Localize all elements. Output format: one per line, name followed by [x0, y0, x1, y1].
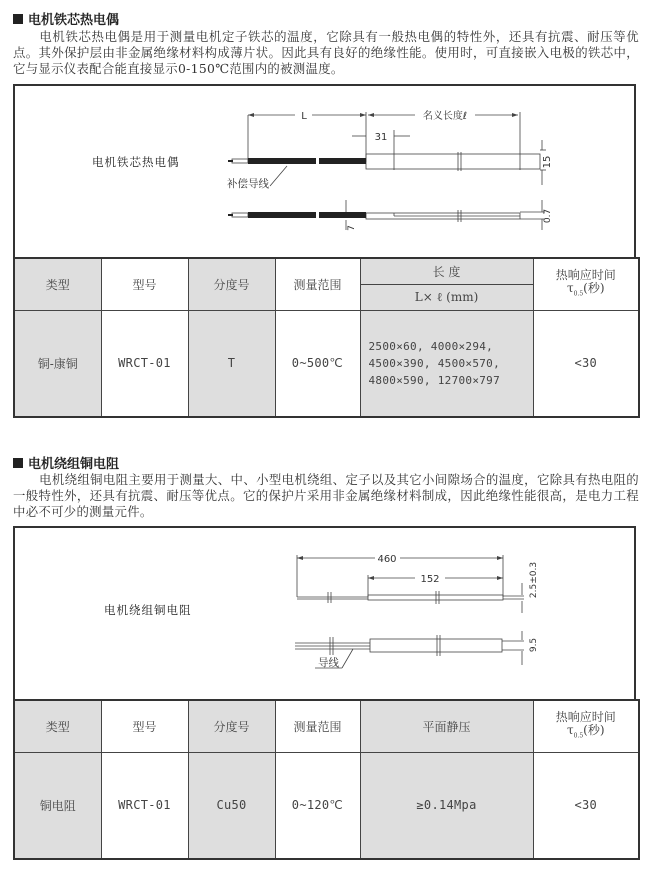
cell-lengths: [360, 310, 533, 417]
dim-nominal-length-label: 名义长度ℓ: [422, 111, 468, 122]
dim-2-5-label: 2.5±0.3: [529, 561, 539, 599]
section2-title: [13, 453, 119, 472]
cell-range: 0~500℃: [275, 310, 360, 417]
section2-spec-table: [13, 699, 640, 860]
section1-paragraph: [13, 29, 639, 77]
header-static-pressure: 平面静压: [360, 700, 533, 752]
section1-diagram-label: 电机铁芯热电偶: [92, 155, 180, 169]
dim-9-5-label: 9.5: [529, 637, 539, 653]
compensation-wire-label: 补偿导线: [227, 178, 269, 190]
header-response-time: [533, 700, 639, 752]
length-line: 4800×590, 12700×797: [368, 373, 501, 387]
cell-model: WRCT-01: [101, 752, 188, 859]
section1-title-text: 电机铁芯热电偶: [28, 13, 120, 28]
section2-paragraph: [13, 472, 639, 520]
cell-graduation: T: [188, 310, 275, 417]
table-row: [14, 310, 639, 417]
header-range: 测量范围: [275, 258, 360, 310]
header-response-time: [533, 258, 639, 310]
tau-subscript: 0.5: [573, 289, 584, 297]
dim-7-label: 7: [347, 225, 357, 231]
header-type: 类型: [14, 258, 101, 310]
section2-title-text: 电机绕组铜电阻: [28, 457, 120, 472]
section1-spec-table: [13, 257, 640, 418]
square-bullet-icon: [13, 14, 23, 24]
dim-460-label: 460: [377, 554, 397, 565]
header-model: 型号: [101, 258, 188, 310]
header-length: 长 度: [360, 258, 533, 284]
cell-model: WRCT-01: [101, 310, 188, 417]
header-model: 型号: [101, 700, 188, 752]
dim-L-label: L: [301, 111, 307, 122]
cell-range: 0~120℃: [275, 752, 360, 859]
section2-paragraph-text: 电机绕组铜电阻主要用于测量大、中、小型电机绕组、定子以及其它小间隙场合的温度，它除具有热电阻的一般特性外，还具有抗震、耐压等优点。它的保护片采用非金属绝缘材料制成，因此绝缘性能很高，是电力工程中必不可少的测量元件。: [13, 472, 639, 519]
tau-unit: (秒): [583, 722, 605, 737]
section1-title: [13, 9, 119, 28]
header-length-unit: L× ℓ (mm): [360, 284, 533, 310]
cell-type: 铜电阻: [14, 752, 101, 859]
cell-response: <30: [533, 752, 639, 859]
header-type: 类型: [14, 700, 101, 752]
length-line: 4500×390, 4500×570,: [368, 356, 501, 370]
tau-symbol: τ: [566, 722, 574, 737]
square-bullet-icon: [13, 458, 23, 468]
dim-152-label: 152: [420, 574, 440, 585]
cell-pressure: ≥0.14Mpa: [360, 752, 533, 859]
header-graduation: 分度号: [188, 258, 275, 310]
cell-graduation: Cu50: [188, 752, 275, 859]
section2-diagram-label: 电机绕组铜电阻: [104, 603, 192, 617]
tau-unit: (秒): [583, 280, 605, 295]
tau-symbol: τ: [566, 280, 574, 295]
header-range: 测量范围: [275, 700, 360, 752]
header-graduation: 分度号: [188, 700, 275, 752]
dim-31-label: 31: [374, 132, 388, 143]
lead-wire-label: 导线: [318, 657, 339, 669]
dim-15-label: 15: [542, 155, 553, 169]
response-time-label: 热响应时间: [555, 267, 616, 282]
table-row: [14, 752, 639, 859]
cell-response: <30: [533, 310, 639, 417]
response-time-label: 热响应时间: [555, 709, 616, 724]
thermocouple-diagram: [200, 90, 580, 250]
dim-0-7-label: 0.7: [543, 208, 553, 224]
length-line: 2500×60, 4000×294,: [368, 339, 494, 353]
cell-type: 铜-康铜: [14, 310, 101, 417]
copper-resistor-diagram: [270, 535, 570, 685]
section1-paragraph-text: 电机铁芯热电偶是用于测量电机定子铁芯的温度，它除具有一般热电偶的特性外，还具有抗震、耐压等优点。其外保护层由非金属绝缘材料构成薄片状。因此具有良好的绝缘性能。使用时，可直接嵌入电极的铁芯中，它与显示仪表配合能直接显示0-150℃范围内的被测温度。: [13, 29, 639, 76]
tau-subscript: 0.5: [573, 731, 584, 739]
